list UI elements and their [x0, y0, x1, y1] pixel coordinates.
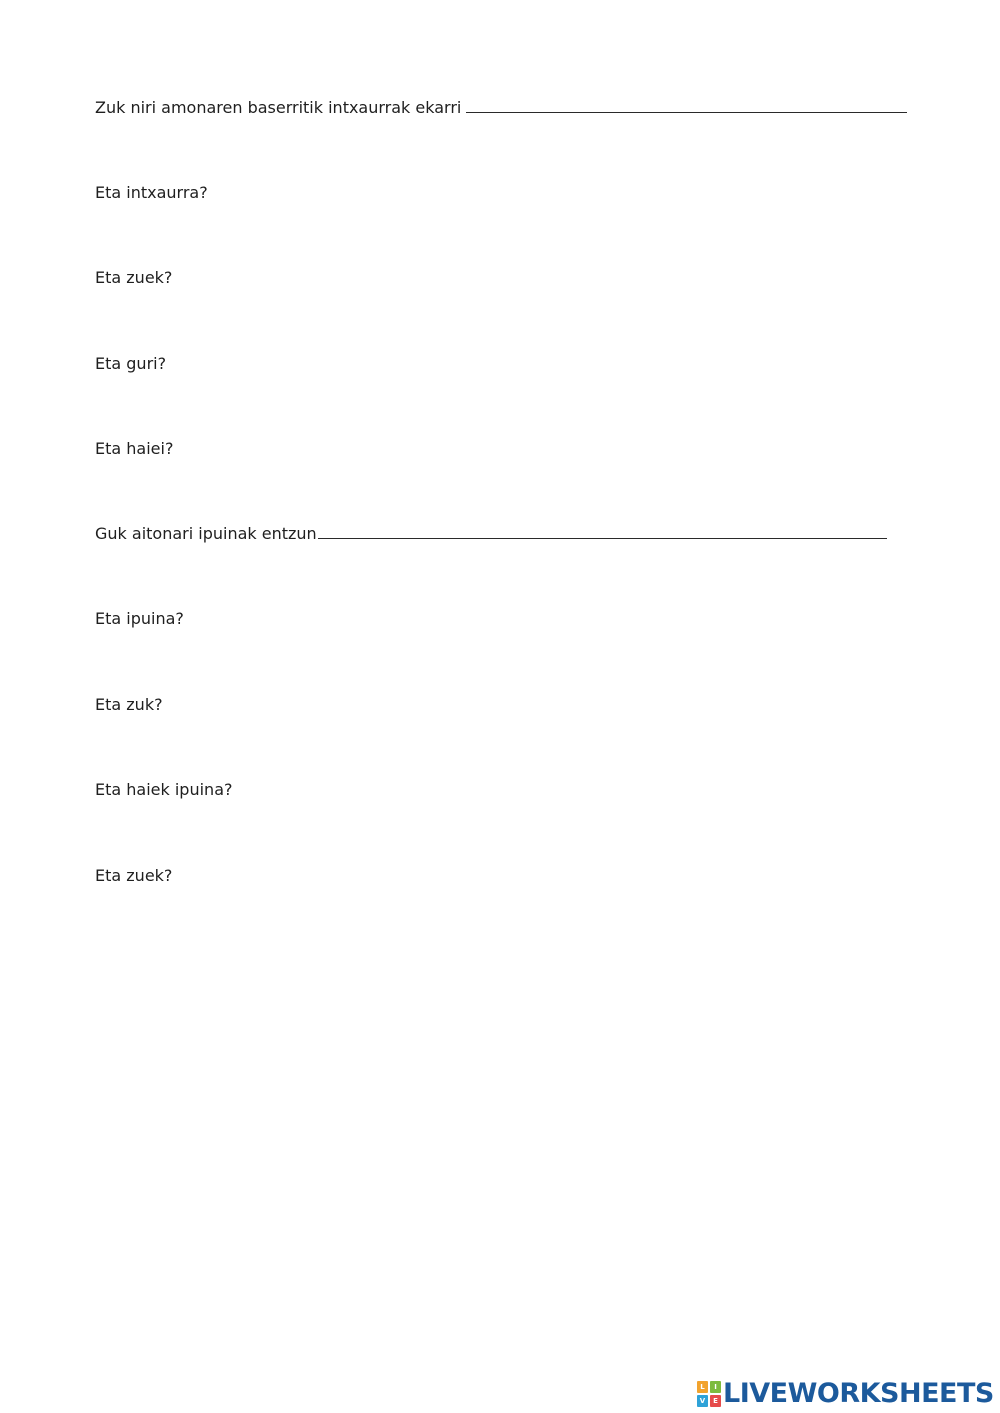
sentence-line-1 [95, 98, 907, 118]
sentence-text: Guk aitonari ipuinak entzun [95, 524, 317, 543]
answer-blank[interactable] [318, 524, 887, 539]
logo-mark-l: L [697, 1381, 708, 1393]
question-text: Eta haiek ipuina? [95, 780, 233, 799]
answer-blank[interactable] [466, 98, 907, 113]
question-line-10 [95, 866, 172, 886]
question-text: Eta guri? [95, 354, 167, 373]
question-text: Eta intxaurra? [95, 183, 208, 202]
logo-text: LIVEWORKSHEETS [723, 1378, 994, 1409]
logo-mark-i: I [710, 1381, 721, 1393]
question-line-9 [95, 780, 232, 800]
question-text: Eta ipuina? [95, 609, 184, 628]
question-text: Eta haiei? [95, 439, 174, 458]
question-line-4 [95, 354, 166, 374]
liveworksheets-logo [697, 1378, 994, 1410]
question-line-5 [95, 439, 173, 459]
logo-mark-e: E [710, 1395, 721, 1407]
question-line-2 [95, 183, 208, 203]
question-text: Eta zuk? [95, 695, 163, 714]
logo-mark-v: V [697, 1395, 708, 1407]
logo-mark-icon [697, 1381, 721, 1407]
question-text: Eta zuek? [95, 268, 173, 287]
sentence-line-6 [95, 524, 887, 544]
question-text: Eta zuek? [95, 866, 173, 885]
question-line-3 [95, 268, 172, 288]
question-line-7 [95, 609, 184, 629]
sentence-text: Zuk niri amonaren baserritik intxaurrak ekarri [95, 98, 462, 117]
question-line-8 [95, 695, 163, 715]
